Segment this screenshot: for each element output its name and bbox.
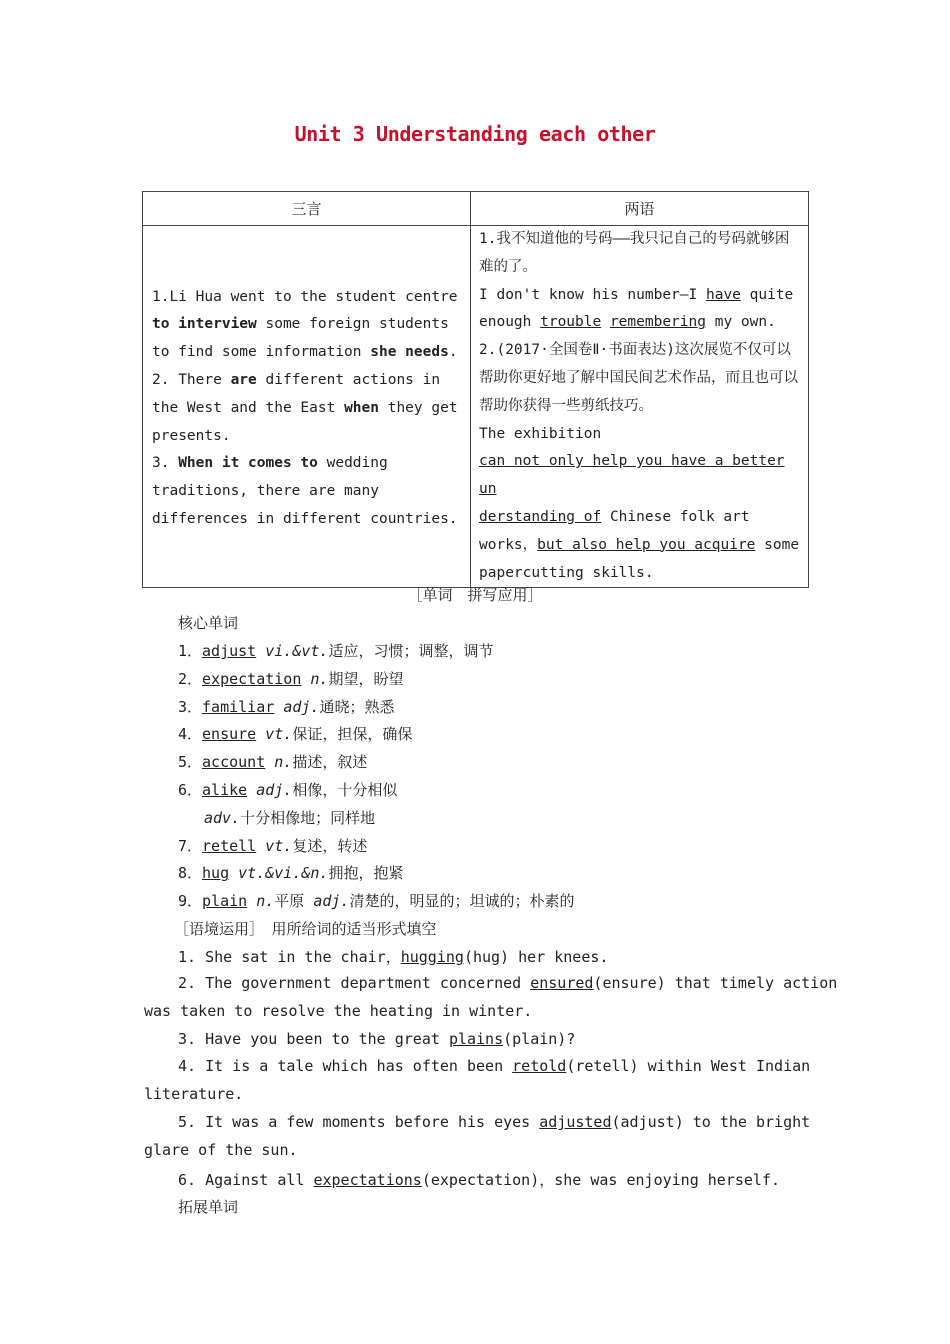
table-cell-left [143, 226, 471, 588]
word-item [178, 890, 574, 911]
extend-words-heading: 拓展单词 [178, 1198, 239, 1216]
word-meaning: 适应，习惯；调整，调节 [328, 642, 494, 660]
word-meaning: 十分相像地；同样地 [240, 808, 376, 827]
word-spelling: retell [202, 836, 257, 855]
page-title: Unit 3 Understanding each other [294, 122, 656, 146]
word-pos: n. [256, 892, 275, 911]
word-number: 6． [178, 781, 203, 799]
word-number: 5． [178, 753, 203, 772]
table-cell-right [471, 226, 809, 588]
word-spelling: familiar [202, 697, 275, 716]
word-meaning: 清楚的，明显的；坦诚的；朴素的 [349, 892, 575, 911]
word-item [178, 835, 367, 856]
word-number: 3． [178, 697, 203, 716]
phrase-table [142, 191, 809, 588]
word-item [178, 751, 367, 772]
table-header-sanyan: 三言 [143, 192, 471, 226]
exercise-4: 4. It is a tale which has often been retold(retell) within West Indian [178, 1057, 811, 1075]
left-sentence-1: 1.Li Hua went to the student centre to interview some foreign students to find some information she needs. [152, 288, 458, 361]
right-item-1: 1.我不知道他的号码——我只记自己的号码就够困难的了。 I don't know his number—I have quite enough trouble remembering my own. [479, 231, 794, 331]
word-number: 2． [178, 669, 203, 688]
word-meaning: 相像，十分相似 [292, 781, 398, 799]
word-item [178, 696, 394, 717]
word-item [204, 807, 375, 828]
word-pos: adj. [313, 892, 350, 911]
word-meaning: 保证，担保，确保 [292, 725, 413, 744]
left-sentence-2: 2. There are different actions in the West and the East when they get presents. [152, 371, 458, 444]
word-pos: n. [274, 753, 293, 772]
word-pos: vt. [265, 725, 293, 744]
word-spelling: expectation [202, 669, 302, 688]
word-pos: vt. [265, 836, 293, 855]
word-item [178, 779, 397, 800]
word-pos: adj. [256, 781, 293, 799]
word-pos: vt.&vi.&n. [238, 864, 329, 883]
word-item [178, 668, 403, 689]
word-spelling: alike [202, 781, 248, 799]
word-spelling: account [202, 753, 266, 772]
word-meaning: 通晓；熟悉 [319, 697, 395, 716]
word-spelling: adjust [202, 642, 257, 660]
word-item [178, 862, 403, 883]
word-number: 4． [178, 725, 203, 744]
word-meaning: 复述，转述 [292, 836, 368, 855]
word-item [178, 640, 493, 661]
word-pos: vi.&vt. [265, 642, 329, 660]
word-item [178, 723, 412, 744]
word-pos: adj. [283, 697, 320, 716]
word-pos: n. [310, 669, 329, 688]
core-words-heading: 核心单词 [178, 614, 239, 632]
word-number: 1． [178, 642, 203, 660]
word-number: 7． [178, 836, 203, 855]
exercise-1: 1. She sat in the chair，hugging(hug) her knees. [178, 948, 609, 966]
exercise-4-cont: literature. [144, 1085, 244, 1103]
word-spelling: ensure [202, 725, 257, 744]
table-header-liangyu: 两语 [471, 192, 809, 226]
word-meaning: 期望，盼望 [328, 669, 404, 688]
exercise-6: 6. Against all expectations(expectation)，she was enjoying herself. [178, 1171, 781, 1189]
word-meaning: 描述，叙述 [292, 753, 368, 772]
section-heading: ［单词 拼写应用］ [407, 586, 543, 604]
exercise-2: 2. The government department concerned ensured(ensure) that timely action [178, 974, 838, 992]
word-number: 9． [178, 892, 203, 911]
exercise-2-cont: was taken to resolve the heating in winter. [144, 1002, 533, 1020]
exercise-5-cont: glare of the sun. [144, 1141, 298, 1159]
word-meaning: 拥抱，抱紧 [328, 864, 404, 883]
word-spelling: hug [202, 864, 230, 883]
word-number: 8． [178, 864, 203, 883]
exercise-3: 3. Have you been to the great plains(plain)? [178, 1030, 576, 1048]
left-sentence-3: 3. When it comes to wedding traditions, there are many differences in different countries. [152, 455, 458, 527]
word-spelling: plain [202, 892, 248, 911]
exercise-5: 5. It was a few moments before his eyes adjusted(adjust) to the bright [178, 1113, 811, 1131]
word-pos: adv. [204, 808, 241, 827]
right-item-2: 2.(2017·全国卷Ⅱ·书面表达)这次展览不仅可以帮助你更好地了解中国民间艺术作品，而且也可以帮助你获得一些剪纸技巧。 The exhibition can not only help you have a better un derstanding of Chinese folk art works，but also help you acquire some papercutting skills. [479, 342, 800, 581]
context-heading: ［语境运用］ 用所给词的适当形式填空 [174, 920, 437, 938]
word-meaning: 平原 [274, 892, 305, 911]
